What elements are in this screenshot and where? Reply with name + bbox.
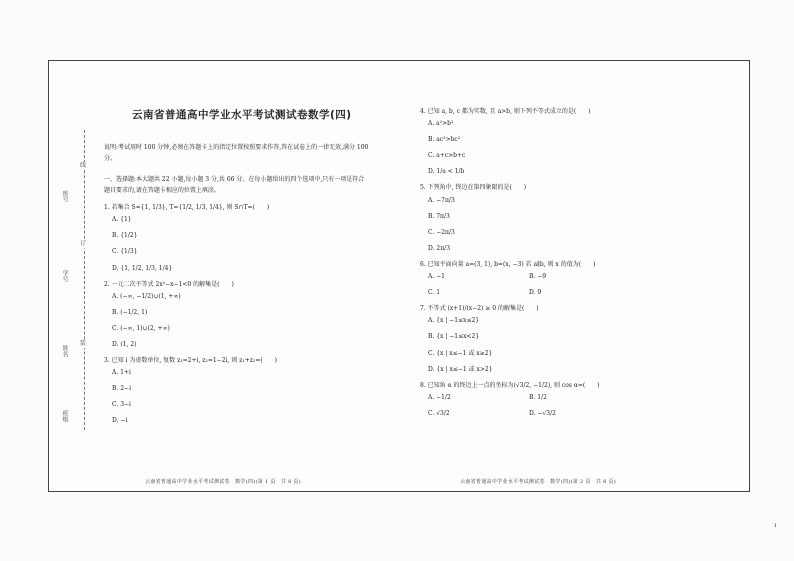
page-footer-right: 云南省普通高中学业水平考试测试卷 数学(四)(第 2 页 共 8 页) — [460, 479, 617, 485]
option: A. 1+i — [112, 369, 131, 377]
binding-field-seat: 座号 — [61, 190, 68, 202]
option: D. −i — [112, 417, 128, 425]
binding-word: 装 — [80, 340, 87, 347]
option: C. −2π/3 — [428, 228, 455, 236]
question-8: 8. 已知角 α 的终边上一点的坐标为(√3/2, −1/2), 则 cos α=( ) A. −1/2 B. 1/2 C. √3/2 D. −√3/2 — [420, 382, 630, 418]
page-mark: 1 — [774, 523, 778, 529]
instructions: 说明:考试用时 100 分钟,必须在答题卡上的指定位置按照要求作答,答在试卷上的一律无效,满分 100 分。 — [104, 144, 369, 163]
option: A. a²>b² — [428, 120, 454, 128]
option: D. (1, 2) — [112, 341, 137, 349]
option: A. −1/2 — [428, 393, 451, 401]
question-5: 5. 下列角中, 终边在第四象限的是( ) A. −7π/3 B. 7π/3 C. −2π/3 D. 2π/3 — [420, 184, 630, 252]
right-column — [420, 108, 630, 426]
option: C. 1 — [428, 289, 441, 297]
option: B. {1/2} — [112, 232, 138, 240]
question-4: 4. 已知 a, b, c 都为实数, 且 a>b, 则下列不等式成立的是( ) A. a²>b² B. ac²>bc² C. a+c>b+c D. 1/a < 1/b — [420, 108, 630, 176]
page-footer-left: 云南省普通高中学业水平考试测试卷 数学(四)(第 1 页 共 8 页) — [145, 479, 302, 485]
option: A. (−∞, −1/2)∪(1, +∞) — [112, 292, 181, 300]
binding-word: 线 — [80, 162, 87, 169]
option: C. (−∞, 1)∪(2, +∞) — [112, 324, 170, 332]
option: B. 1/2 — [529, 393, 547, 401]
left-column — [104, 108, 369, 434]
option: D. −√3/2 — [529, 409, 556, 417]
option: C. {1/3} — [112, 248, 138, 256]
option: D. 9 — [529, 289, 542, 297]
option: A. {x | −1≤x≤2} — [428, 317, 480, 325]
option: A. {1} — [112, 216, 132, 224]
section-heading: 一、选择题:本大题共 22 小题,每小题 3 分,共 66 分。在每小题给出的四个选项中,只有一项是符合题目要求的,请在答题卡相应的位置上填涂。 — [104, 176, 365, 195]
option: B. (−1/2, 1) — [112, 308, 148, 316]
option: D. {1, 1/2, 1/3, 1/4} — [112, 264, 173, 272]
option: B. 2−i — [112, 385, 131, 393]
option: D. 2π/3 — [428, 244, 451, 252]
option: C. {x | x≤−1 或 x≥2} — [428, 349, 493, 357]
option: A. −1 — [428, 273, 445, 281]
option: A. −7π/3 — [428, 196, 455, 204]
binding-field-class: 班级 — [61, 410, 68, 422]
question-7: 7. 不等式 (x+1)/(x−2) ≥ 0 的解集是( ) A. {x | −1≤x≤2} B. {x | −1≤x<2} C. {x | x≤−1 或 x≥2} D. {x | x≤−1 或 x>2} — [420, 305, 630, 373]
binding-word: 订 — [80, 240, 87, 247]
question-1: 1. 若集合 S={1, 1/3}, T={1/2, 1/3, 1/4}, 则 S∩T=( ) A. {1} B. {1/2} C. {1/3} D. {1, 1/2, 1/3, 1/4} — [104, 204, 369, 272]
option: B. {x | −1≤x<2} — [428, 333, 480, 341]
paper-title: 云南省普通高中学业水平考试测试卷数学(四) — [132, 109, 352, 121]
question-6: 6. 已知平面向量 a=(3, 1), b=(x, −3) 若 a∥b, 则 x 的值为( ) A. −1 B. −9 C. 1 D. 9 — [420, 261, 630, 297]
option: C. a+c>b+c — [428, 152, 466, 160]
option: C. √3/2 — [428, 409, 450, 417]
question-3: 3. 已知 i 为虚数单位, 复数 z₁=2+i, z₂=1−2i, 则 z₁+z₂=( ) A. 1+i B. 2−i C. 3−i D. −i — [104, 357, 369, 425]
binding-margin — [56, 130, 96, 430]
question-2: 2. 一元二次不等式 2x²−x−1<0 的解集是( ) A. (−∞, −1/2)∪(1, +∞) B. (−1/2, 1) C. (−∞, 1)∪(2, +∞) D. (1, 2) — [104, 281, 369, 349]
option: B. −9 — [529, 273, 547, 281]
option: B. 7π/3 — [428, 212, 450, 220]
option: B. ac²>bc² — [428, 136, 461, 144]
option: D. {x | x≤−1 或 x>2} — [428, 365, 493, 373]
binding-field-id: 学号 — [61, 270, 68, 282]
option: C. 3−i — [112, 401, 131, 409]
binding-line — [84, 130, 85, 430]
option: D. 1/a < 1/b — [428, 168, 465, 176]
binding-field-name: 姓名 — [61, 345, 68, 357]
